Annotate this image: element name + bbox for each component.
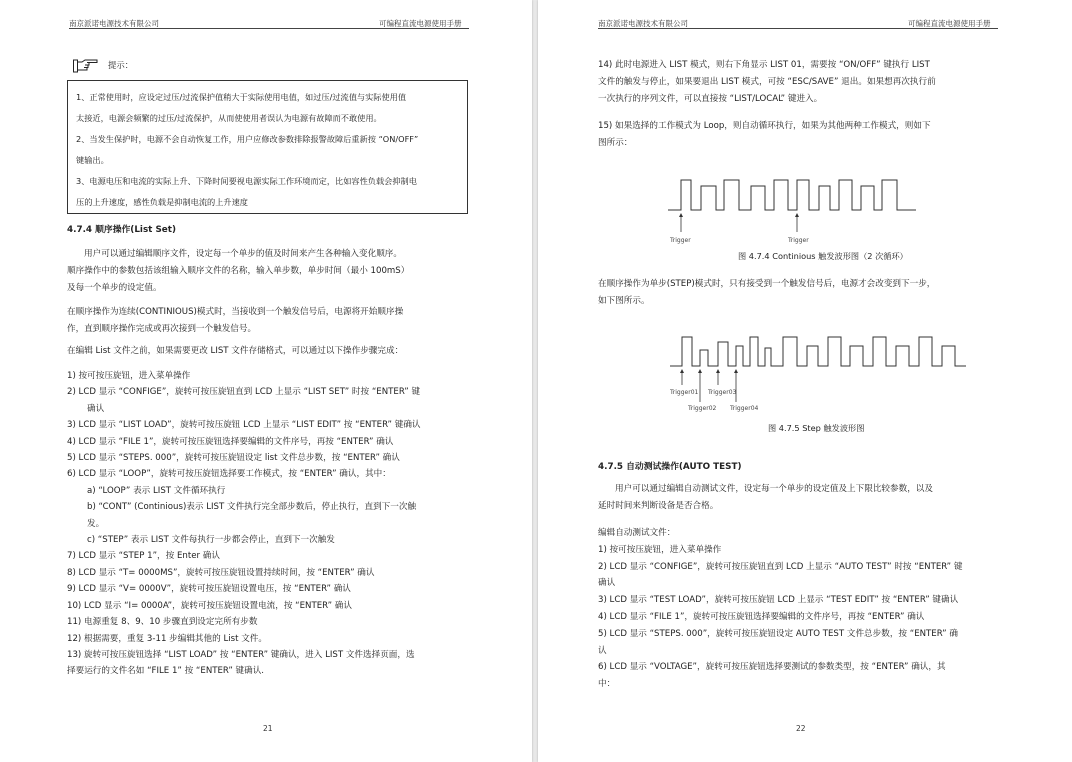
right-page bbox=[538, 0, 1072, 762]
paragraph-line: 编辑自动测试文件： bbox=[598, 528, 676, 538]
figure-caption-4-7-4: 图 4.7.4 Continious 触发波形图（2 次循环） bbox=[738, 251, 908, 261]
loop-mode-paragraph bbox=[598, 118, 1018, 152]
auto-test-steps bbox=[598, 525, 1028, 693]
left-page bbox=[0, 0, 532, 762]
page-number: 21 bbox=[263, 724, 273, 733]
step-line: 13) 旋转可按压旋钮选择 “LIST LOAD” 按 “ENTER” 键确认，进入 LIST 文件选择页面，选 bbox=[67, 649, 415, 660]
page-number: 22 bbox=[796, 724, 806, 733]
step-line: 10) LCD 显示 “I= 0000A”，旋转可按压旋钮设置电流，按 “ENTER” 确认 bbox=[67, 600, 352, 611]
step-line: 中： bbox=[598, 679, 616, 690]
paragraph-line: 在顺序操作为连续(CONTINIOUS)模式时，当接收到一个触发信号后，电源将开始顺序操 bbox=[67, 307, 404, 317]
note-line: 2、当发生保护时，电源不会自动恢复工作，用户应修改参数排除报警故障后重新按 “ON/OFF” bbox=[76, 134, 419, 144]
figure-caption-4-7-5: 图 4.7.5 Step 触发波形图 bbox=[768, 423, 865, 433]
continuous-mode-paragraph bbox=[67, 304, 477, 338]
step-line: 6) LCD 显示 “VOLTAGE”，旋转可按压旋钮选择要测试的参数类型，按 “ENTER” 确认，其 bbox=[598, 662, 946, 673]
paragraph-line: 顺序操作中的参数包括该组输入顺序文件的名称，输入单步数，单步时间（最小 100mS） bbox=[67, 266, 410, 276]
paragraph-line: 作，直到顺序操作完成或再次接到一个触发信号。 bbox=[67, 324, 257, 334]
trigger-label: Trigger bbox=[788, 237, 809, 244]
continuous-trigger-waveform bbox=[668, 170, 928, 250]
trigger-label: Trigger bbox=[670, 237, 691, 244]
header-manual-title: 可编程直流电源使用手册 bbox=[379, 19, 462, 28]
step-line: 6) LCD 显示 “LOOP”，旋转可按压旋钮选择要工作模式，按 “ENTER” 确认，其中： bbox=[67, 469, 391, 480]
step-line: 认 bbox=[598, 645, 607, 656]
auto-test-intro bbox=[598, 481, 1018, 515]
note-line: 键输出。 bbox=[76, 155, 109, 165]
step-line: 3) LCD 显示 “TEST LOAD”，旋转可按压旋钮 LCD 上显示 “TEST EDIT” 按 “ENTER” 键确认 bbox=[598, 595, 959, 606]
paragraph-line: 用户可以通过编辑顺序文件，设定每一个单步的值及时间来产生各种输入变化顺序。 bbox=[84, 249, 402, 259]
step-line: 2) LCD 显示 “CONFIGE”，旋转可按压旋钮直到 LCD 上显示 “LIST SET” 时按 “ENTER” 键 bbox=[67, 387, 421, 398]
paragraph-line: 如下图所示。 bbox=[598, 296, 650, 306]
step-line: 5) LCD 显示 “STEPS. 000”，旋转可按压旋钮设定 AUTO TEST 文件总步数，按 “ENTER” 确 bbox=[598, 628, 958, 639]
step-line: 5) LCD 显示 “STEPS. 000”，旋转可按压旋钮设定 list 文件总步数，按 “ENTER” 确认 bbox=[67, 453, 400, 464]
step-trigger-waveform bbox=[670, 330, 970, 415]
step-line: b) “CONT” (Continious)表示 LIST 文件执行完全部步数后，停止执行，直到下一次触 bbox=[87, 502, 417, 513]
step-line: 1) 按可按压旋钮，进入菜单操作 bbox=[598, 544, 722, 555]
trigger-label: Trigger04 bbox=[730, 405, 759, 412]
paragraph-line: 15) 如果选择的工作模式为 Loop，则自动循环执行，如果为其他两种工作模式，则如下 bbox=[598, 121, 931, 131]
list-mode-paragraph bbox=[598, 57, 1018, 108]
header-manual-title: 可编程直流电源使用手册 bbox=[908, 19, 991, 28]
step-line: 7) LCD 显示 “STEP 1”，按 Enter 确认 bbox=[67, 551, 220, 562]
paragraph-line: 文件的触发与停止，如果要退出 LIST 模式，可按 “ESC/SAVE” 退出。如果想再次执行前 bbox=[598, 77, 936, 87]
trigger-label: Trigger02 bbox=[688, 405, 717, 412]
pointing-hand-icon bbox=[73, 59, 99, 73]
step-line: 2) LCD 显示 “CONFIGE”，旋转可按压旋钮直到 LCD 上显示 “AUTO TEST” 时按 “ENTER” 键 bbox=[598, 561, 963, 572]
tip-label: 提示： bbox=[108, 60, 134, 70]
step-line: 9) LCD 显示 “V= 0000V”，旋转可按压旋钮设置电压，按 “ENTER” 确认 bbox=[67, 584, 351, 595]
note-line: 压的上升速度，感性负载是抑制电流的上升速度 bbox=[76, 197, 248, 207]
section-title-list-set: 4.7.4 顺序操作(List Set) bbox=[67, 225, 176, 235]
paragraph-line: 在编辑 List 文件之前，如果需要更改 LIST 文件存储格式，可以通过以下操作步骤完成： bbox=[67, 346, 404, 356]
tip-box bbox=[67, 80, 468, 214]
paragraph-line: 用户可以通过编辑自动测试文件，设定每一个单步的设定值及上下限比较参数，以及 bbox=[615, 484, 933, 494]
paragraph-line: 一次执行的序列文件，可以直接按 “LIST/LOCAL” 键进入。 bbox=[598, 94, 823, 104]
step-mode-paragraph bbox=[598, 276, 1018, 310]
step-line: 1) 按可按压旋钮，进入菜单操作 bbox=[67, 371, 191, 381]
header-rule bbox=[69, 28, 469, 29]
list-set-steps bbox=[67, 368, 487, 680]
note-line: 3、电源电压和电流的实际上升、下降时间要视电源实际工作环境而定，比如容性负载会抑制电 bbox=[76, 176, 417, 186]
step-line: 3) LCD 显示 “LIST LOAD”，旋转可按压旋钮 LCD 上显示 “LIST EDIT” 按 “ENTER” 键确认 bbox=[67, 420, 421, 431]
step-line: 8) LCD 显示 “T= 0000MS”，旋转可按压旋钮设置持续时间，按 “ENTER” 确认 bbox=[67, 567, 375, 578]
note-line: 太接近，电源会频繁的过压/过流保护，从而使使用者误认为电源有故障而不敢使用。 bbox=[76, 113, 382, 123]
list-format-intro bbox=[67, 343, 403, 360]
note-line: 1、正常使用时，应设定过压/过流保护值稍大于实际使用电值，如过压/过流值与实际使用值 bbox=[76, 92, 407, 102]
step-line: 择要运行的文件名如 “FILE 1” 按 “ENTER” 键确认. bbox=[67, 666, 265, 677]
header-company: 南京派诺电源技术有限公司 bbox=[69, 19, 159, 28]
header-company: 南京派诺电源技术有限公司 bbox=[598, 19, 688, 28]
step-line: 确认 bbox=[87, 403, 105, 414]
paragraph-line: 14) 此时电源进入 LIST 模式，则右下角显示 LIST 01，需要按 “ON/OFF” 键执行 LIST bbox=[598, 60, 930, 70]
step-line: 4) LCD 显示 “FILE 1”，旋转可按压旋钮选择要编辑的文件序号，再按 “ENTER” 确认 bbox=[598, 611, 925, 622]
paragraph-line: 及每一个单步的设定值。 bbox=[67, 283, 162, 293]
list-set-intro bbox=[67, 246, 477, 297]
step-line: 确认 bbox=[598, 578, 616, 589]
step-line: 11) 电源重复 8、9、10 步骤直到设定完所有步数 bbox=[67, 617, 258, 628]
header-rule bbox=[598, 28, 998, 29]
paragraph-line: 延时时间来判断设备是否合格。 bbox=[598, 501, 719, 511]
step-line: 4) LCD 显示 “FILE 1”，旋转可按压旋钮选择要编辑的文件序号，再按 “ENTER” 确认 bbox=[67, 436, 394, 447]
paragraph-line: 在顺序操作为单步(STEP)模式时，只有接受到一个触发信号后，电源才会改变到下一步， bbox=[598, 279, 936, 289]
section-title-auto-test: 4.7.5 自动测试操作(AUTO TEST) bbox=[598, 462, 742, 472]
trigger-label: Trigger01 bbox=[670, 389, 699, 396]
step-line: 发。 bbox=[87, 518, 105, 529]
step-line: a) “LOOP” 表示 LIST 文件循环执行 bbox=[87, 485, 226, 496]
paragraph-line: 图所示： bbox=[598, 138, 633, 148]
step-line: c) “STEP” 表示 LIST 文件每执行一步都会停止，直到下一次触发 bbox=[87, 535, 335, 546]
step-line: 12) 根据需要，重复 3-11 步编辑其他的 List 文件。 bbox=[67, 633, 267, 644]
trigger-label: Trigger03 bbox=[708, 389, 737, 396]
